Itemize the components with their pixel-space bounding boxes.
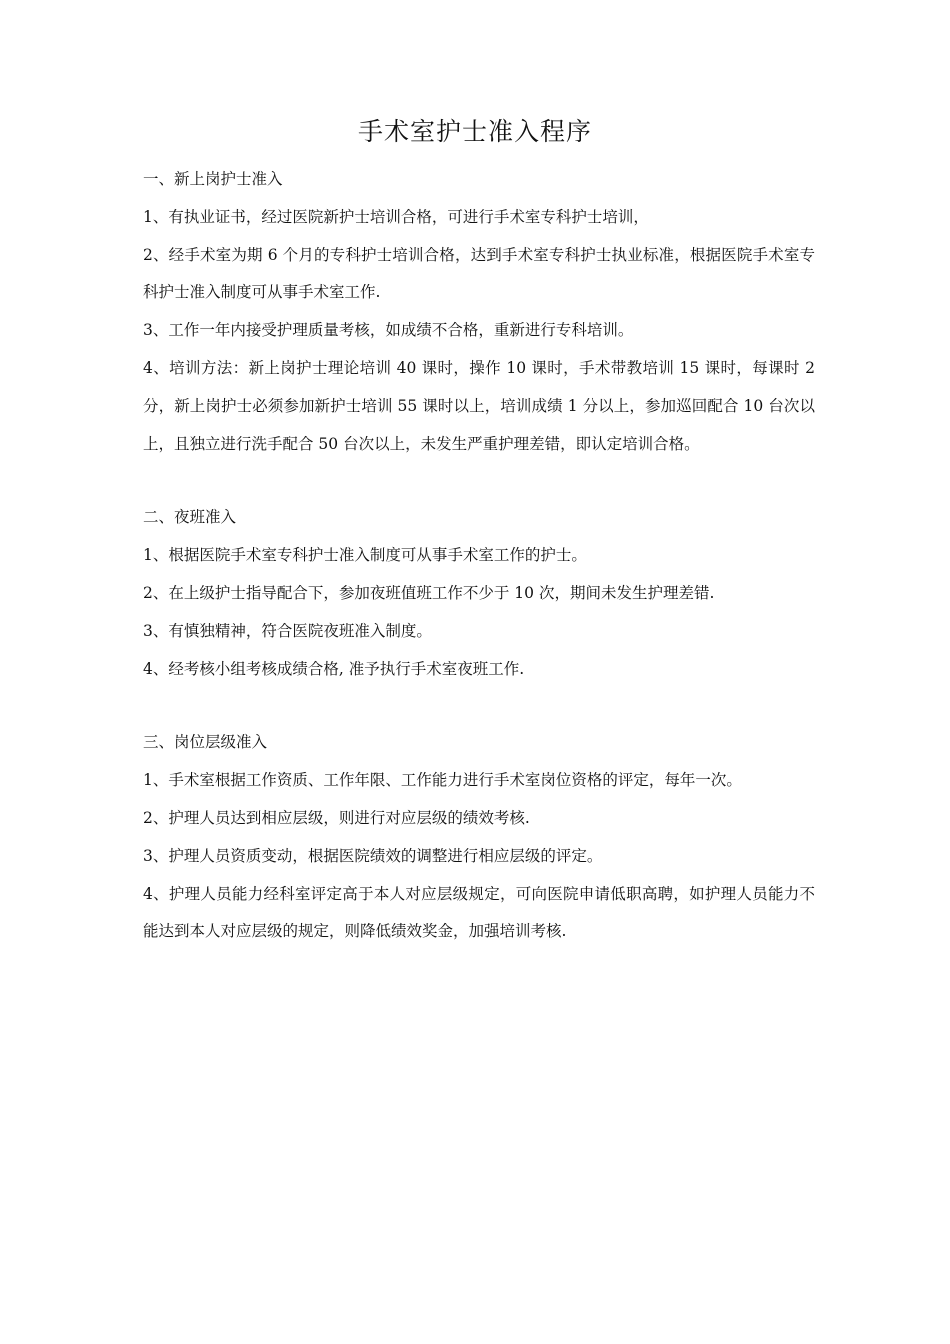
paragraph: 4、护理人员能力经科室评定高于本人对应层级规定，可向医院申请低职高聘，如护理人员能力不能达到本人对应层级的规定，则降低绩效奖金，加强培训考核. (143, 884, 815, 941)
paragraph: 1、有执业证书，经过医院新护士培训合格，可进行手术室专科护士培训， (143, 207, 649, 226)
paragraph: 2、在上级护士指导配合下，参加夜班值班工作不少于 10 次，期间未发生护理差错. (143, 583, 715, 602)
section-heading: 一、新上岗护士准入 (143, 170, 283, 188)
paragraph: 1、手术室根据工作资质、工作年限、工作能力进行手术室岗位资格的评定，每年一次。 (143, 771, 742, 790)
paragraph: 4、培训方法：新上岗护士理论培训 40 课时，操作 10 课时，手术带教培训 15 课时，每课时 2 分，新上岗护士必须参加新护士培训 55 课时以上，培训成绩 1 分以上，参加巡回配合 10 台次以上，且独立进行洗手配合 50 台次以上，未发生严重护理差错，即认定培训合格。 (143, 358, 815, 453)
document-body (143, 161, 815, 951)
section-heading: 三、岗位层级准入 (143, 733, 268, 752)
paragraph: 2、经手术室为期 6 个月的专科护士培训合格，达到手术室专科护士执业标准，根据医院手术室专科护士准入制度可从事手术室工作. (143, 245, 815, 302)
paragraph: 3、有慎独精神，符合医院夜班准入制度。 (143, 621, 432, 640)
document-title: 手术室护士准入程序 (357, 117, 592, 146)
paragraph: 3、工作一年内接受护理质量考核，如成绩不合格，重新进行专科培训。 (143, 321, 634, 340)
section-night-shift (143, 499, 815, 688)
section-new-nurse (143, 161, 815, 463)
paragraph: 2、护理人员达到相应层级，则进行对应层级的绩效考核. (143, 808, 530, 827)
paragraph: 1、根据医院手术室专科护士准入制度可从事手术室工作的护士。 (143, 546, 587, 565)
section-heading: 二、夜班准入 (143, 508, 237, 527)
paragraph: 4、经考核小组考核成绩合格, 准予执行手术室夜班工作. (143, 659, 525, 678)
section-position-level (143, 724, 815, 951)
paragraph: 3、护理人员资质变动，根据医院绩效的调整进行相应层级的评定。 (143, 846, 603, 865)
